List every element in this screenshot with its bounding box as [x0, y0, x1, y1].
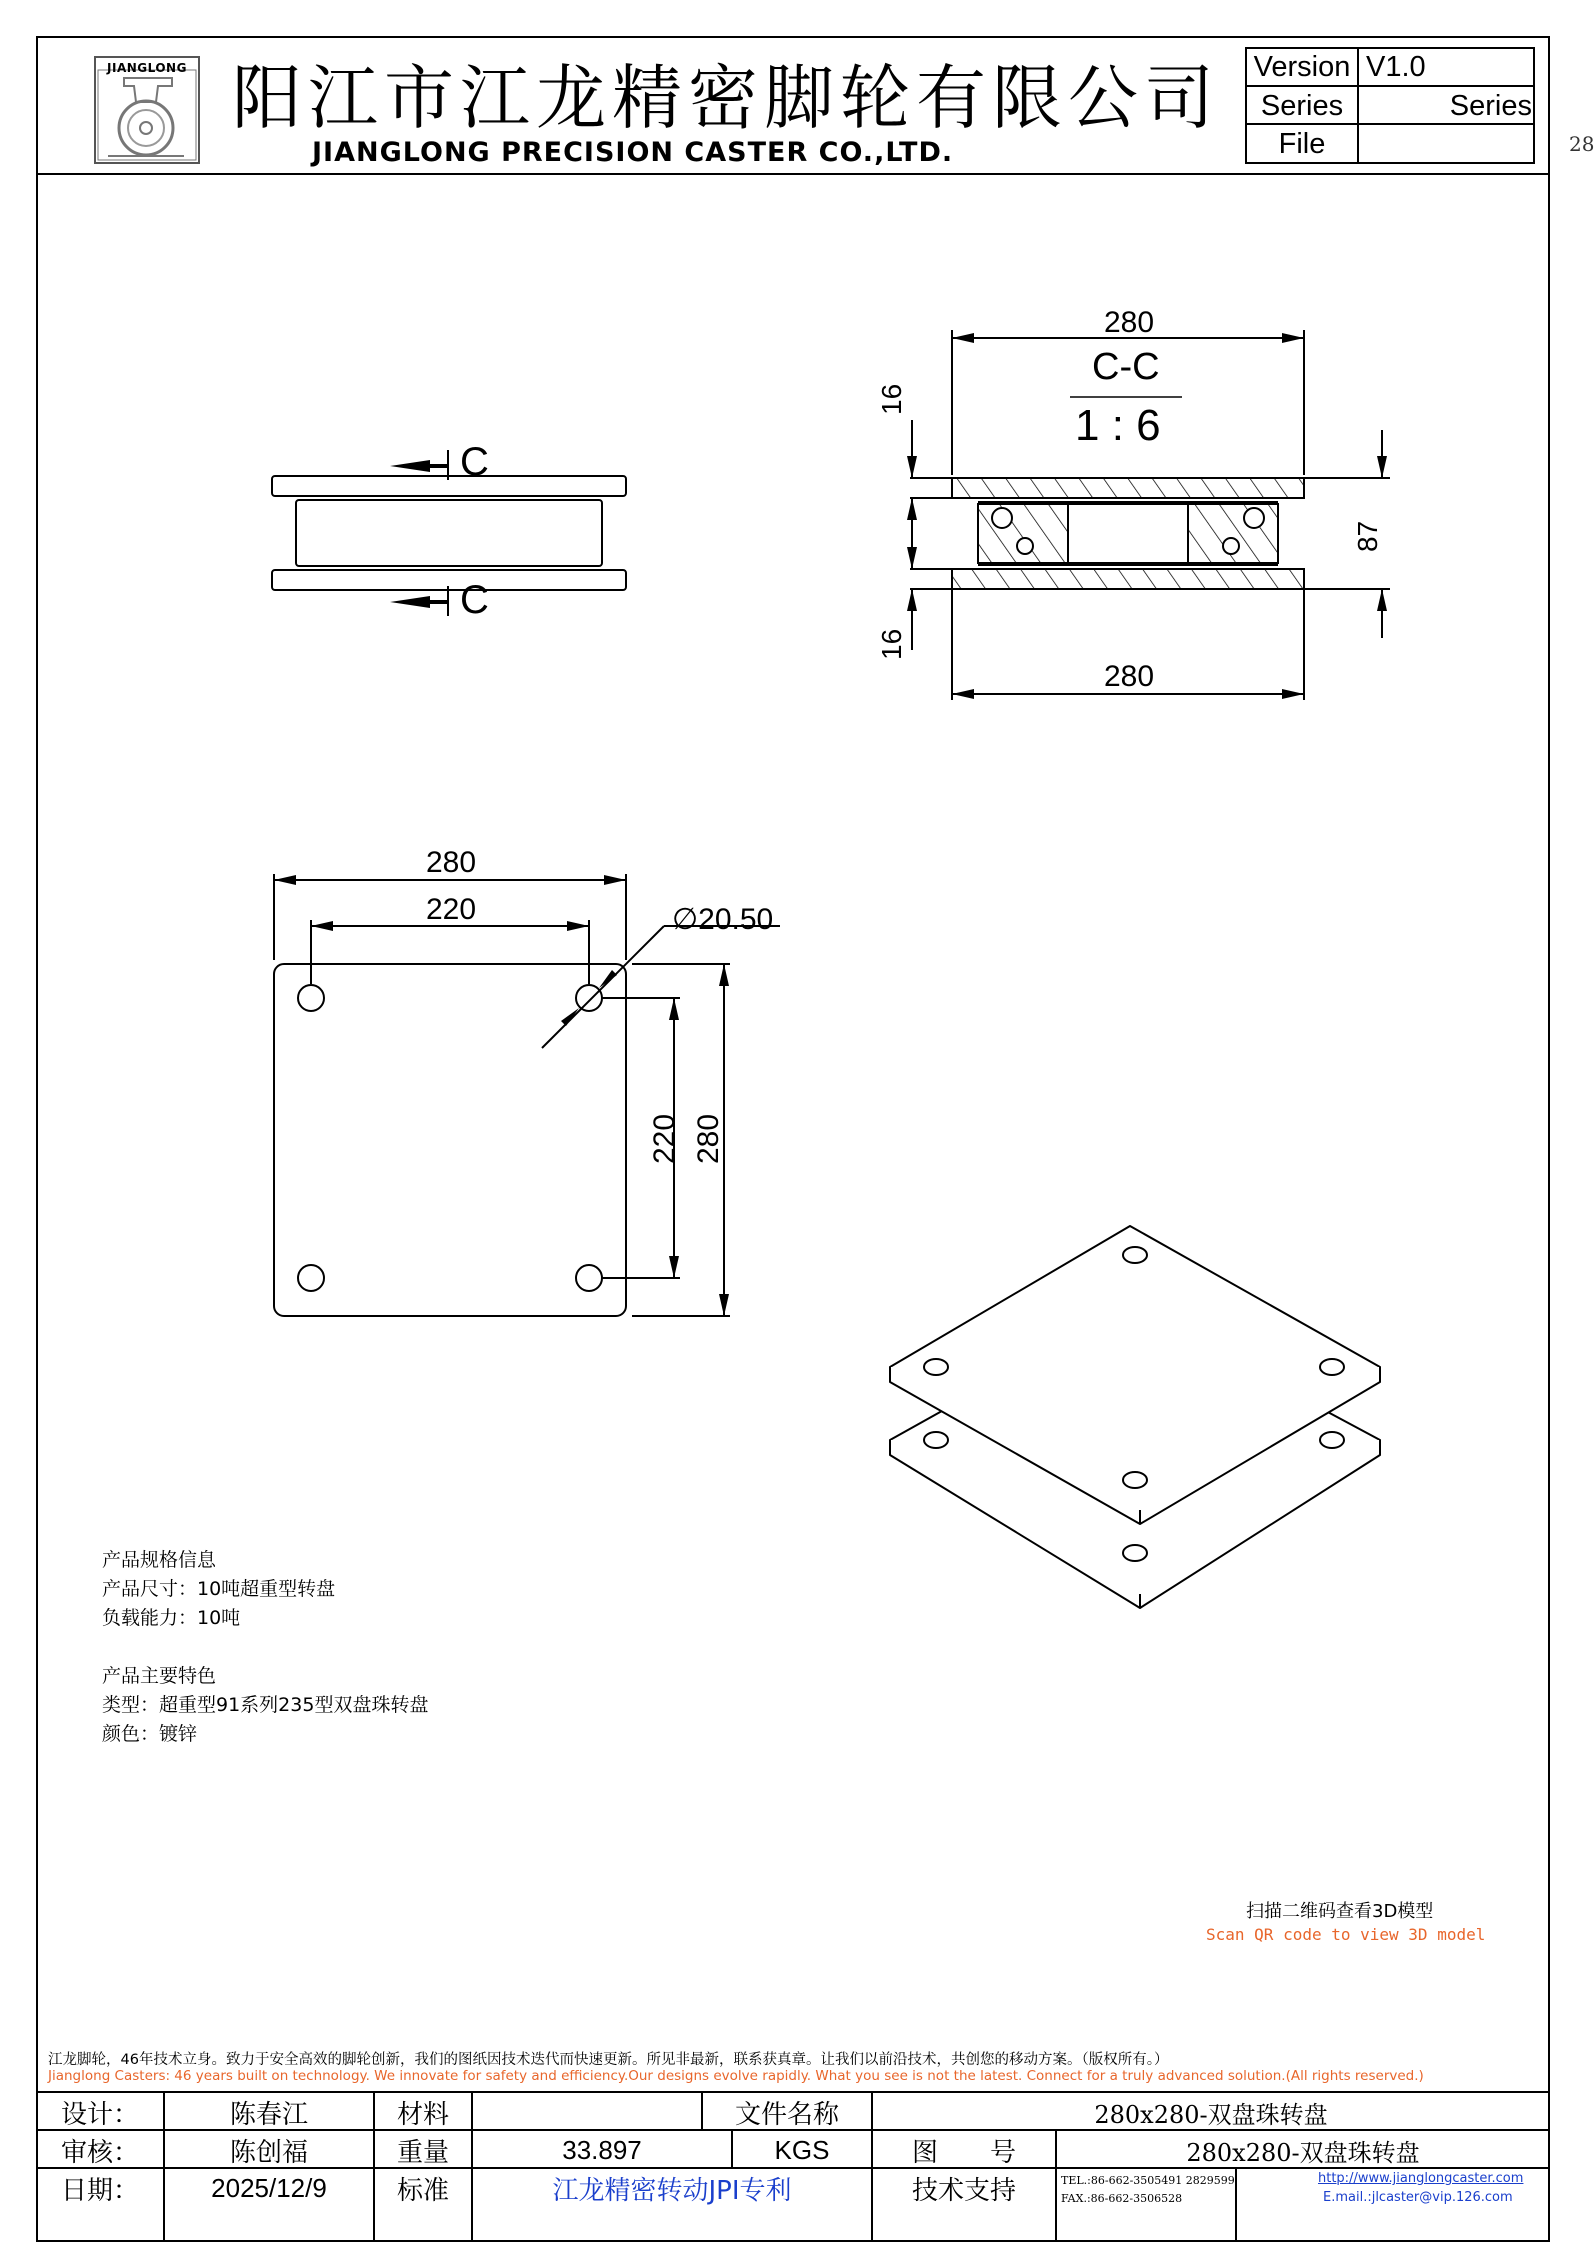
weight-label: 重量	[396, 2137, 449, 2168]
spec-load: 负载能力：10吨	[102, 1607, 241, 1629]
date-label: 日期：	[60, 2175, 139, 2206]
material-label: 材料	[396, 2099, 449, 2130]
design-label: 设计：	[60, 2099, 139, 2130]
section-scale: 1 : 6	[1075, 401, 1161, 450]
plan-hole-spacing-x-dim: 220	[426, 893, 477, 926]
company-name-en: JIANGLONG PRECISION CASTER CO.,LTD.	[312, 137, 954, 168]
support-tel: TEL.:86-662-3505491 2829599	[1061, 2174, 1235, 2187]
reviewer-name: 陈创福	[229, 2137, 308, 2168]
filename-label: 文件名称	[734, 2099, 839, 2130]
support-email[interactable]: E.mail.:jlcaster@vip.126.com	[1323, 2190, 1513, 2205]
series-value: Series	[1449, 89, 1532, 122]
section-cut-label-top: C	[460, 440, 489, 484]
company-name-cn: 阳江市江龙精密脚轮有限公司	[232, 57, 1220, 139]
section-top-width-dim: 280	[1104, 306, 1155, 339]
hole-diameter-dim: ∅20.50	[672, 903, 774, 936]
support-fax: FAX.:86-662-3506528	[1061, 2192, 1183, 2205]
edge-mark: 28	[1569, 132, 1594, 156]
file-value	[1360, 125, 1532, 163]
feature-type: 类型：超重型91系列235型双盘珠转盘	[102, 1694, 429, 1716]
series-label: Series	[1260, 89, 1344, 122]
version-value: V1.0	[1366, 50, 1426, 83]
standard-value: 江龙精密转动JPI专利	[552, 2175, 792, 2206]
designer-name: 陈春江	[229, 2099, 308, 2130]
statement-en: Jianglong Casters: 46 years built on technology. We innovate for safety and efficiency.Our designs evolve rapidly. What you see is not the latest. Connect for a truly advanced solution.(All rights reserved.)	[48, 2068, 1424, 2084]
weight-value: 33.897	[562, 2134, 642, 2165]
spec-title: 产品规格信息	[102, 1549, 217, 1571]
overall-height-dim: 87	[1352, 520, 1383, 552]
bottom-plate-thickness-dim: 16	[876, 628, 907, 660]
header-divider	[36, 173, 1550, 175]
qr-caption-cn: 扫描二维码查看3D模型	[1246, 1901, 1434, 1922]
statement-cn: 江龙脚轮，46年技术立身。致力于安全高效的脚轮创新，我们的图纸因技术迭代而快速更新。所见非最新，联系获真章。让我们以前沿技术，共创您的移动方案。（版权所有。）	[48, 2052, 1169, 2068]
support-label: 技术支持	[911, 2175, 1016, 2206]
review-label: 审核：	[60, 2137, 139, 2168]
isometric-view	[880, 1210, 1400, 1610]
section-bottom-width-dim: 280	[1104, 660, 1155, 693]
spec-size: 产品尺寸：10吨超重型转盘	[102, 1578, 336, 1600]
material-value	[472, 2093, 702, 2131]
drawing-number-value: 280x280-双盘珠转盘	[1186, 2138, 1420, 2167]
version-label: Version	[1253, 50, 1351, 83]
file-label: File	[1278, 127, 1326, 160]
support-website-link[interactable]: http://www.jianglongcaster.com	[1318, 2171, 1524, 2186]
qr-caption-en: Scan QR code to view 3D model	[1206, 1925, 1486, 1944]
feature-color: 颜色：镀锌	[102, 1723, 198, 1745]
filename-value: 280x280-双盘珠转盘	[1094, 2100, 1328, 2129]
plan-outer-width-dim: 280	[426, 846, 477, 879]
date-value: 2025/12/9	[211, 2172, 327, 2203]
drawing-number-label: 图 号	[911, 2137, 1016, 2168]
side-view	[260, 440, 640, 640]
plan-hole-spacing-y-dim: 220	[648, 1113, 681, 1164]
logo-text: JIANGLONG	[107, 61, 187, 75]
feature-title: 产品主要特色	[102, 1665, 217, 1687]
plan-outer-height-dim: 280	[692, 1113, 725, 1164]
weight-unit: KGS	[774, 2134, 830, 2165]
section-cut-label-bottom: C	[460, 578, 489, 622]
top-plate-thickness-dim: 16	[876, 383, 907, 415]
standard-label: 标准	[396, 2175, 449, 2206]
section-title: C-C	[1092, 346, 1160, 388]
